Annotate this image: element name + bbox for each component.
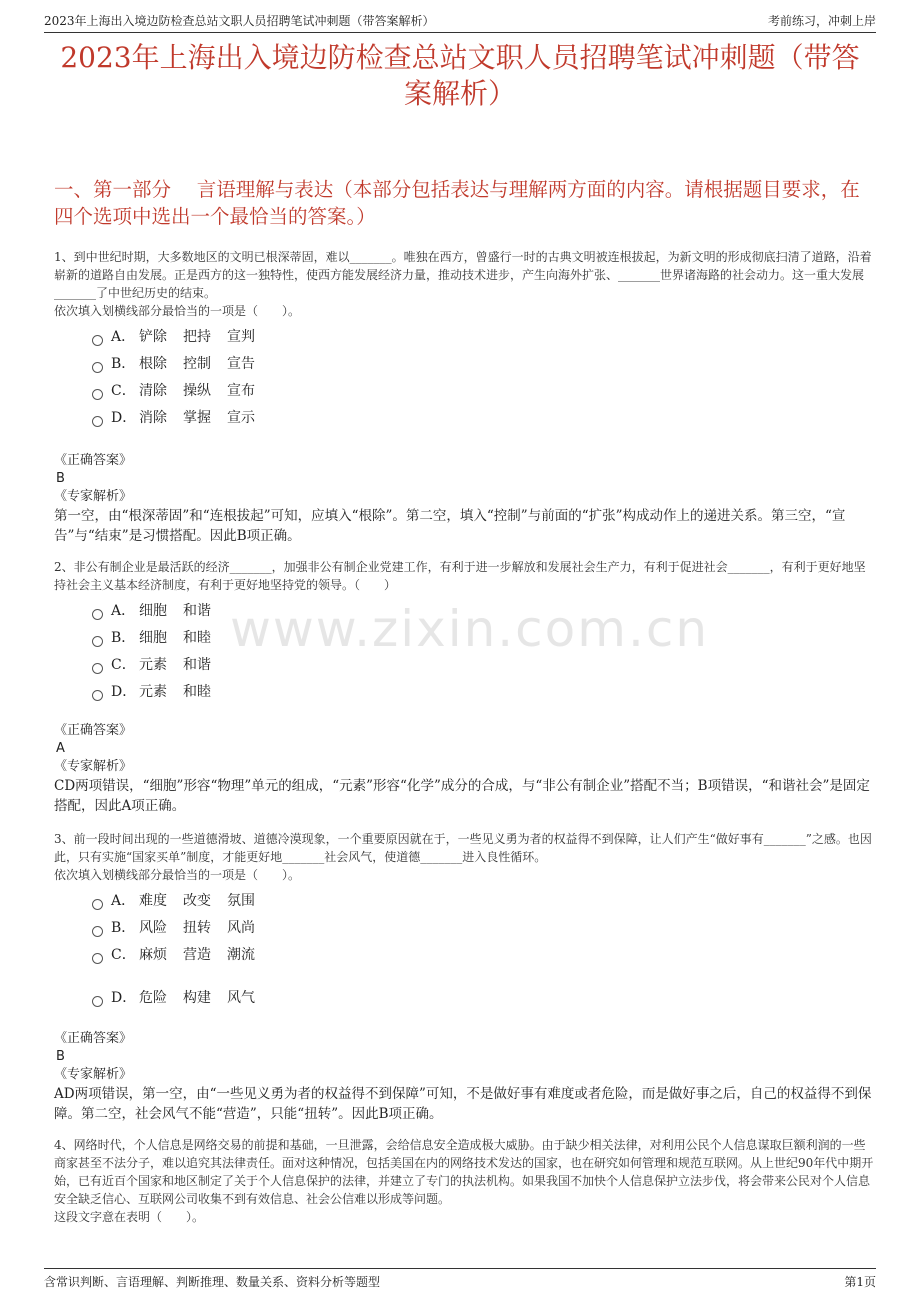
watermark: www.zixin.com.cn (230, 600, 710, 658)
radio-icon[interactable] (92, 926, 103, 937)
option-d[interactable]: D． 元素 和睦 (92, 679, 876, 706)
radio-icon[interactable] (92, 996, 103, 1007)
option-c[interactable]: C． 清除 操纵 宣布 (92, 378, 876, 405)
analysis-text: CD两项错误，“细胞”形容“物理”单元的组成，“元素”形容“化学”成分的合成，与“非公有制企业”搭配不当；B项错误，“和谐社会”是固定搭配，因此A项正确。 (54, 778, 870, 814)
question-3 (54, 830, 876, 1012)
option-a[interactable]: A． 铲除 把持 宣判 (92, 324, 876, 351)
question-text: 1、到中世纪时期，大多数地区的文明已根深蒂固，难以_______。唯独在西方，曾盛行一时的古典文明被连根拔起，为新文明的形成彻底扫清了道路，沿着崭新的道路自由发展。正是西方的这一独特性，使西方能发展经济力量，推动技术进步，产生向海外扩张、_______世界诸海路的社会动力。这一重大发展_______了中世纪历史的结束。 (54, 250, 872, 300)
analysis-text: AD两项错误，第一空，由“一些见义勇为者的权益得不到保障”可知，不是做好事有难度或者危险，而是做好事之后，自己的权益得不到保障。第二空，社会风气不能“营造”，只能“扭转”。因此B项正确。 (54, 1086, 872, 1122)
option-a[interactable]: A． 难度 改变 氛围 (92, 888, 876, 915)
radio-icon[interactable] (92, 362, 103, 373)
option-c[interactable]: C． 元素 和谐 (92, 652, 876, 679)
question-prompt: 这段文字意在表明（ ）。 (54, 1210, 205, 1224)
radio-icon[interactable] (92, 899, 103, 910)
question-text: 3、前一段时间出现的一些道德滑坡、道德冷漠现象，一个重要原因就在于，一些见义勇为者的权益得不到保障，让人们产生“做好事有_______”之感。也因此，只有实施“国家买单”制度，才能更好地_______社会风气，使道德_______进入良性循环。 (54, 832, 872, 864)
radio-icon[interactable] (92, 609, 103, 620)
option-b[interactable]: B． 风险 扭转 风尚 (92, 915, 876, 942)
question-text: 4、网络时代，个人信息是网络交易的前提和基础，一旦泄露，会给信息安全造成极大威胁。由于缺少相关法律，对利用公民个人信息谋取巨额利润的一些商家甚至不法分子，难以追究其法律责任。面对这种情况，包括美国在内的网络技术发达的国家，也在研究如何管理和规范互联网。从上世纪90年代中期开始，已有近百个国家和地区制定了关于个人信息保护的法律，并建立了专门的执法机构。如果我国不加快个人信息保护立法步伐，将会带来公民对个人信息安全缺乏信心、互联网公司收集不到有效信息、社会公信难以形成等问题。 (54, 1138, 874, 1206)
page-footer (44, 1268, 876, 1291)
answer-value: B (56, 1049, 65, 1064)
question-2 (54, 558, 876, 706)
option-c[interactable]: C． 麻烦 营造 潮流 (92, 942, 876, 969)
document-title: 2023年上海出入境边防检查总站文职人员招聘笔试冲刺题（带答案解析） (60, 41, 860, 110)
analysis-text: 第一空，由“根深蒂固”和“连根拔起”可知，应填入“根除”。第二空，填入“控制”与前面的“扩张”构成动作上的递进关系。第三空，“宣告”与“结束”是习惯搭配。因此B项正确。 (54, 508, 846, 544)
radio-icon[interactable] (92, 335, 103, 346)
answer-value: B (56, 471, 65, 486)
question-text: 2、非公有制企业是最活跃的经济_______，加强非公有制企业党建工作，有利于进一步解放和发展社会生产力，有利于促进社会_______，有利于更好地坚持社会主义基本经济制度，有利于更好地坚持党的领导。（ ） (54, 560, 866, 592)
option-a[interactable]: A． 细胞 和谐 (92, 598, 876, 625)
question-prompt: 依次填入划横线部分最恰当的一项是（ ）。 (54, 304, 301, 318)
question-4 (54, 1136, 876, 1226)
header-doc-title: 2023年上海出入境边防检查总站文职人员招聘笔试冲刺题（带答案解析） (44, 14, 435, 28)
section-heading: 一、第一部分 言语理解与表达（本部分包括表达与理解两方面的内容。请根据题目要求，在四个选项中选出一个最恰当的答案。） (54, 178, 860, 228)
radio-icon[interactable] (92, 416, 103, 427)
answer-3 (54, 1030, 876, 1124)
option-d[interactable]: D． 消除 掌握 宣示 (92, 405, 876, 432)
radio-icon[interactable] (92, 663, 103, 674)
option-list (54, 324, 876, 432)
option-list (54, 888, 876, 1012)
option-b[interactable]: B． 细胞 和睦 (92, 625, 876, 652)
option-list (54, 598, 876, 706)
option-d[interactable]: D． 危险 构建 风气 (92, 985, 876, 1012)
analysis-label: 《专家解析》 (54, 489, 133, 504)
radio-icon[interactable] (92, 636, 103, 647)
page-header (44, 10, 876, 33)
answer-label: 《正确答案》 (54, 723, 133, 738)
answer-2 (54, 722, 876, 816)
answer-1 (54, 452, 876, 546)
radio-icon[interactable] (92, 953, 103, 964)
radio-icon[interactable] (92, 389, 103, 400)
answer-value: A (56, 741, 65, 756)
question-1 (54, 248, 876, 432)
footer-note: 含常识判断、言语理解、判断推理、数量关系、资料分析等题型 (44, 1275, 381, 1289)
header-slogan: 考前练习，冲刺上岸 (767, 14, 876, 28)
answer-label: 《正确答案》 (54, 453, 133, 468)
analysis-label: 《专家解析》 (54, 759, 133, 774)
option-b[interactable]: B． 根除 控制 宣告 (92, 351, 876, 378)
question-prompt: 依次填入划横线部分最恰当的一项是（ ）。 (54, 868, 301, 882)
page-number: 第1页 (844, 1275, 876, 1289)
analysis-label: 《专家解析》 (54, 1067, 133, 1082)
radio-icon[interactable] (92, 690, 103, 701)
answer-label: 《正确答案》 (54, 1031, 133, 1046)
